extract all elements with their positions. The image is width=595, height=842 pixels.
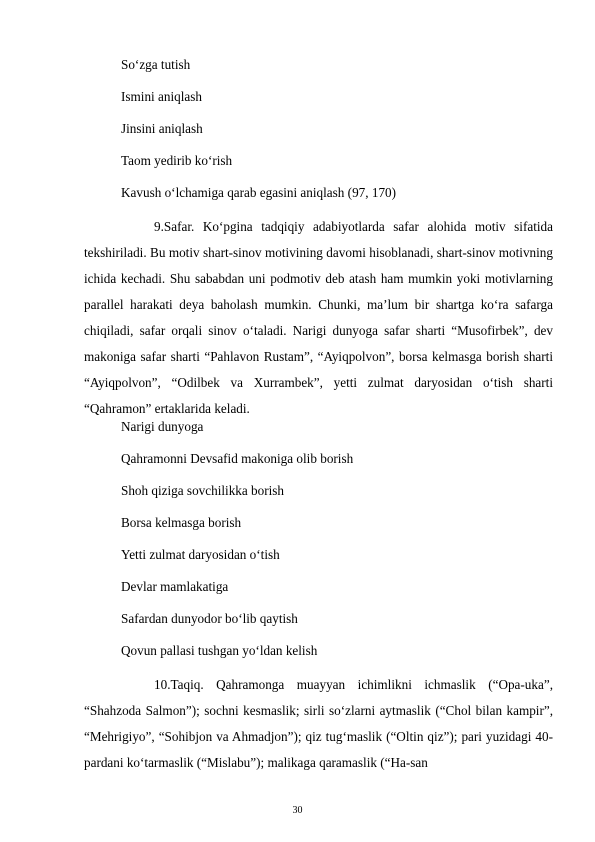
list-item: Qahramonni Devsafid makoniga olib borish	[121, 451, 354, 466]
list-item: Safardan dunyodor bo‘lib qaytish	[121, 611, 298, 626]
list-item: Borsa kelmasga borish	[121, 515, 242, 530]
list-item: Devlar mamlakatiga	[121, 579, 229, 594]
list-item: Jinsini aniqlash	[121, 121, 203, 136]
list-item: Taom yedirib ko‘rish	[121, 153, 233, 168]
page-number: 30	[292, 805, 303, 816]
list-item: Kavush o‘lchamiga qarab egasini aniqlash (97, 170)	[121, 185, 397, 200]
list-item: Narigi dunyoga	[121, 419, 204, 434]
list-item: Ismini aniqlash	[121, 89, 202, 104]
list-item: Shoh qiziga sovchilikka borish	[121, 483, 284, 498]
list-item: Qovun pallasi tushgan yo‘ldan kelish	[121, 643, 318, 658]
paragraph-safar: 9.Safar. Ko‘pgina tadqiqiy adabiyotlarda safar alohida motiv sifatida tekshiriladi. Bu motiv shart-sinov motivining davomi hisoblanadi, shart-sinov motivning ichida kechadi. Shu sababdan uni podmotiv deb atash ham mumkin yoki motivlarning parallel harakati deya baholash mumkin. Chunki, ma’lum bir shartga ko‘ra safarga chiqiladi, safar orqali sinov o‘taladi. Narigi dunyoga safar sharti “Musofirbek”, dev makoniga safar sharti “Pahlavon Rustam”, “Ayiqpolvon”, borsa kelmasga borish sharti “Ayiqpolvon”, “Odilbek va Xurrambek”, yetti zulmat daryosidan o‘tish sharti “Qahramon” ertaklarida keladi.	[84, 219, 553, 416]
list-item: So‘zga tutish	[121, 57, 191, 72]
paragraph-taqiq: 10.Taqiq. Qahramonga muayyan ichimlikni ichmaslik (“Opa-uka”, “Shahzoda Salmon”); sochni kesmaslik; sirli so‘zlarni aytmaslik (“Chol bilan kampir”, “Mehrigiyo”, “Sohibjon va Ahmadjon”); qiz tug‘maslik (“Oltin qiz”); pari yuzidagi 40-pardani ko‘tarmaslik (“Mislabu”); malikaga qaramaslik (“Ha-san	[84, 677, 553, 770]
list-item: Yetti zulmat daryosidan o‘tish	[121, 547, 280, 562]
